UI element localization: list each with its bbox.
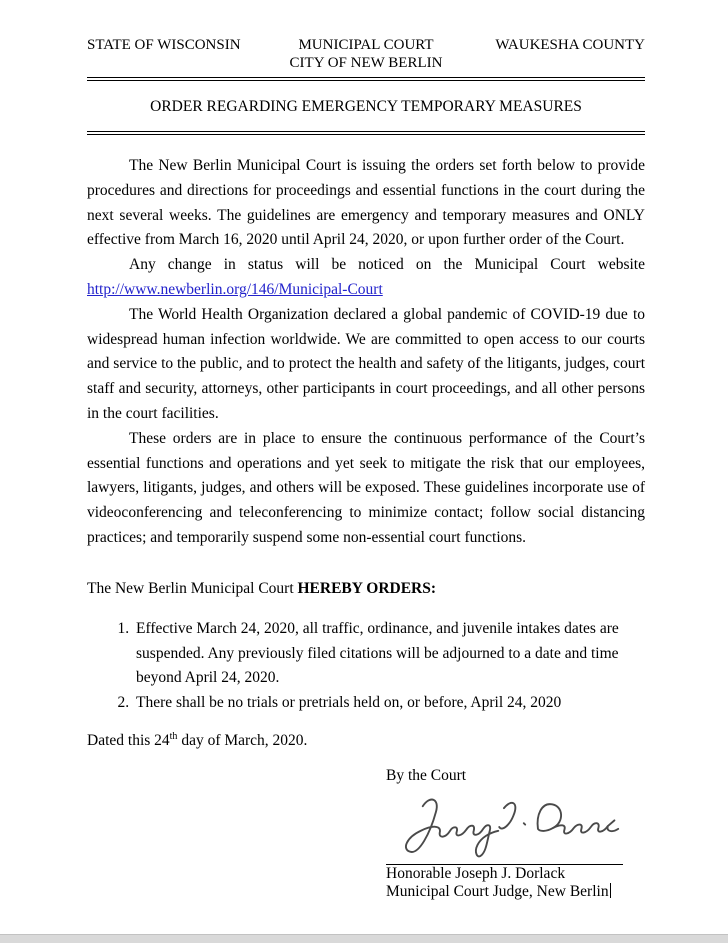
paragraph-purpose: These orders are in place to ensure the continuous performance of the Court’s essential functions and operations and yet seek to mitigate the risk that our employees, lawyers, litigants, judges, and others will be exposed. These guidelines incorporate use of videoconferencing and teleconferencing to minimize contact; follow social distancing practices; and temporarily suspend some non-essential court functions. (87, 429, 645, 546)
divider-top (87, 77, 645, 81)
signature-stroke-joseph (406, 800, 498, 857)
document-body (87, 154, 645, 900)
paragraph-who: The World Health Organization declared a global pandemic of COVID-19 due to widespread human infection worldwide. We are committed to open access to our courts and service to the public, and to protect the health and safety of the litigants, judges, court staff and security, attorneys, other participants in court proceedings, and all other persons in the court facilities. (87, 305, 645, 422)
dated-ordinal: th (169, 730, 178, 742)
paragraph-website (87, 253, 645, 303)
letterhead-state: STATE OF WISCONSIN (87, 37, 241, 53)
signature-stroke-orlack (553, 821, 618, 834)
signature-stroke-middle-initial (499, 803, 515, 829)
orders-intro-bold: HEREBY ORDERS: (297, 579, 437, 597)
letterhead-county: WAUKESHA COUNTY (495, 37, 645, 53)
judge-signature-image (394, 793, 629, 861)
dated-prefix: Dated this 24 (87, 731, 170, 749)
judge-name: Honorable Joseph J. Dorlack (386, 865, 566, 883)
letterhead-court: MUNICIPAL COURT (298, 37, 434, 53)
orders-intro-text: The New Berlin Municipal Court (87, 579, 298, 597)
orders-list (87, 617, 645, 716)
dated-suffix: day of March, 2020. (177, 731, 308, 749)
letterhead-city: CITY OF NEW BERLIN (289, 55, 443, 71)
order-item-2: 2. There shall be no trials or pretrials held on, or before, April 24, 2020 (133, 691, 645, 716)
municipal-court-link[interactable]: http://www.newberlin.org/146/Municipal-Court (87, 280, 383, 298)
signature-stroke-middle-dot (524, 824, 525, 825)
dated-line (87, 731, 645, 751)
text-cursor (610, 883, 611, 898)
orders-intro (87, 577, 645, 602)
letterhead-row (87, 36, 645, 54)
paragraph-intro: The New Berlin Municipal Court is issuing the orders set forth below to provide procedures and directions for proceedings and essential functions in the court during the next several weeks. The guidelines are emergency and temporary measures and ONLY effective from March 16, 2020 until April 24, 2020, or upon further order of the Court. (87, 157, 645, 249)
order-item-1: 1. Effective March 24, 2020, all traffic, ordinance, and juvenile intakes dates are suspended. Any previously filed citations will be adjourned to a date and time beyond April 24, 2020. (133, 617, 645, 691)
signature-block (386, 766, 645, 900)
divider-under-title (87, 131, 645, 135)
paragraph-website-text: Any change in status will be noticed on the Municipal Court website (129, 256, 645, 274)
by-the-court-label: By the Court (386, 767, 467, 785)
judge-title-line (386, 883, 645, 901)
window-bottom-edge (0, 934, 728, 943)
letterhead (87, 36, 645, 72)
document-title: ORDER REGARDING EMERGENCY TEMPORARY MEASURES (150, 98, 582, 115)
judge-title: Municipal Court Judge, New Berlin (386, 882, 609, 900)
